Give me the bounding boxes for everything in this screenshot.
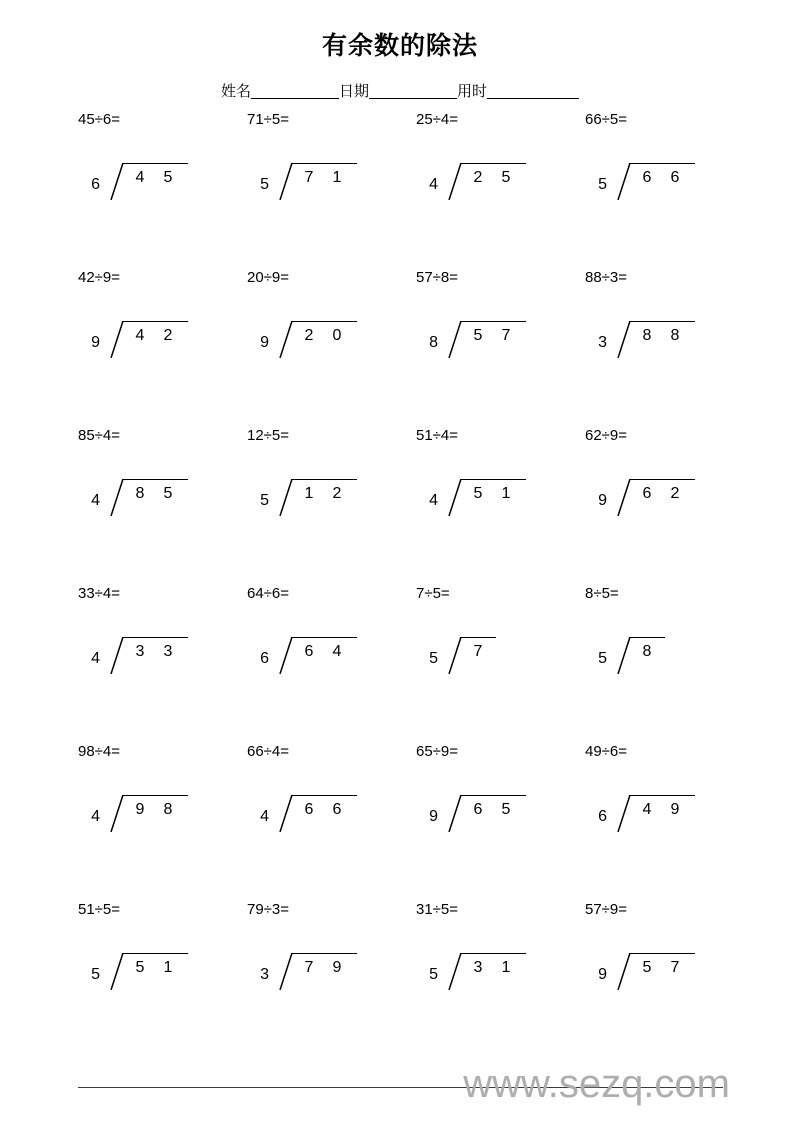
student-info-row xyxy=(0,84,800,99)
problem-equation: 85÷4= xyxy=(78,427,121,444)
problem-equation: 64÷6= xyxy=(247,585,290,602)
dividend-digit: 7 xyxy=(501,327,511,344)
dividend-digits xyxy=(633,960,689,976)
division-overbar xyxy=(629,321,695,322)
long-division-work[interactable] xyxy=(416,474,511,518)
long-division-work[interactable] xyxy=(78,316,173,360)
dividend-digit: 9 xyxy=(670,801,680,818)
division-slash-icon xyxy=(617,795,633,832)
division-overbar xyxy=(629,953,695,954)
division-overbar xyxy=(122,795,188,796)
division-overbar xyxy=(460,953,526,954)
dividend-digit: 6 xyxy=(642,485,652,502)
problem-grid xyxy=(78,112,758,1060)
division-overbar xyxy=(460,321,526,322)
dividend-digit: 3 xyxy=(473,959,483,976)
dividend-digit: 6 xyxy=(473,801,483,818)
dividend-digit: 4 xyxy=(135,169,145,186)
dividend-digit: 6 xyxy=(670,169,680,186)
dividend-digit: 1 xyxy=(501,959,511,976)
problem-cell xyxy=(78,586,247,744)
dividend-digits xyxy=(633,644,661,660)
dividend-digit: 2 xyxy=(332,485,342,502)
problem-cell xyxy=(416,744,585,902)
problem-row xyxy=(78,428,758,586)
dividend-digits xyxy=(295,644,351,660)
problem-cell xyxy=(416,586,585,744)
date-blank[interactable] xyxy=(369,85,457,99)
long-division-work[interactable] xyxy=(585,632,652,676)
long-division-work[interactable] xyxy=(416,158,511,202)
problem-cell xyxy=(585,744,754,902)
dividend-digit: 5 xyxy=(135,959,145,976)
divisor-value: 5 xyxy=(429,966,438,983)
long-division-work[interactable] xyxy=(585,948,680,992)
long-division-work[interactable] xyxy=(78,632,173,676)
long-division-work[interactable] xyxy=(78,790,173,834)
dividend-digits xyxy=(464,170,520,186)
problem-cell xyxy=(247,586,416,744)
dividend-digit: 1 xyxy=(501,485,511,502)
name-blank[interactable] xyxy=(251,85,339,99)
problem-equation: 65÷9= xyxy=(416,743,459,760)
divisor-value: 9 xyxy=(429,808,438,825)
dividend-digits xyxy=(464,644,492,660)
dividend-digit: 6 xyxy=(642,169,652,186)
problem-cell xyxy=(247,744,416,902)
divisor-value: 4 xyxy=(91,650,100,667)
problem-equation: 45÷6= xyxy=(78,111,121,128)
time-label: 用时 xyxy=(457,83,488,100)
division-slash-icon xyxy=(279,479,295,516)
division-slash-icon xyxy=(279,953,295,990)
division-slash-icon xyxy=(617,637,633,674)
dividend-digits xyxy=(295,802,351,818)
dividend-digits xyxy=(295,960,351,976)
dividend-digits xyxy=(126,170,182,186)
dividend-digit: 2 xyxy=(473,169,483,186)
divisor-value: 9 xyxy=(598,966,607,983)
division-slash-icon xyxy=(110,321,126,358)
long-division-work[interactable] xyxy=(247,948,342,992)
dividend-digit: 5 xyxy=(473,327,483,344)
division-overbar xyxy=(629,637,665,638)
long-division-work[interactable] xyxy=(585,316,680,360)
problem-equation: 33÷4= xyxy=(78,585,121,602)
long-division-work[interactable] xyxy=(416,632,483,676)
page-title: 有余数的除法 xyxy=(321,32,478,60)
dividend-digits xyxy=(633,802,689,818)
problem-row xyxy=(78,902,758,1060)
divisor-value: 4 xyxy=(260,808,269,825)
dividend-digit: 5 xyxy=(473,485,483,502)
problem-equation: 31÷5= xyxy=(416,901,459,918)
name-field xyxy=(221,84,339,99)
division-overbar xyxy=(629,163,695,164)
division-overbar xyxy=(122,637,188,638)
dividend-digit: 3 xyxy=(135,643,145,660)
division-slash-icon xyxy=(110,163,126,200)
problem-cell xyxy=(78,744,247,902)
dividend-digits xyxy=(126,328,182,344)
divisor-value: 9 xyxy=(598,492,607,509)
problem-cell xyxy=(585,270,754,428)
problem-equation: 71÷5= xyxy=(247,111,290,128)
division-slash-icon xyxy=(110,795,126,832)
dividend-digit: 1 xyxy=(163,959,173,976)
divisor-value: 4 xyxy=(429,492,438,509)
problem-equation: 25÷4= xyxy=(416,111,459,128)
dividend-digit: 4 xyxy=(332,643,342,660)
dividend-digits xyxy=(295,170,351,186)
problem-equation: 49÷6= xyxy=(585,743,628,760)
problem-row xyxy=(78,586,758,744)
problem-cell xyxy=(78,112,247,270)
dividend-digit: 4 xyxy=(135,327,145,344)
division-slash-icon xyxy=(448,163,464,200)
dividend-digit: 2 xyxy=(670,485,680,502)
divisor-value: 9 xyxy=(91,334,100,351)
long-division-work[interactable] xyxy=(585,158,680,202)
dividend-digits xyxy=(464,960,520,976)
site-watermark: www.sezq.com xyxy=(463,1062,730,1106)
division-overbar xyxy=(122,953,188,954)
dividend-digit: 6 xyxy=(332,801,342,818)
problem-cell xyxy=(585,902,754,1060)
dividend-digit: 5 xyxy=(163,169,173,186)
division-overbar xyxy=(122,163,188,164)
problem-cell xyxy=(585,428,754,586)
division-slash-icon xyxy=(617,953,633,990)
page-footer xyxy=(0,1062,800,1128)
dividend-digit: 8 xyxy=(642,327,652,344)
dividend-digits xyxy=(633,170,689,186)
dividend-digit: 5 xyxy=(163,485,173,502)
divisor-value: 5 xyxy=(260,492,269,509)
long-division-work[interactable] xyxy=(247,474,342,518)
division-slash-icon xyxy=(279,163,295,200)
problem-cell xyxy=(247,112,416,270)
division-slash-icon xyxy=(448,479,464,516)
dividend-digit: 8 xyxy=(642,643,652,660)
problem-cell xyxy=(585,112,754,270)
problem-equation: 79÷3= xyxy=(247,901,290,918)
problem-equation: 66÷4= xyxy=(247,743,290,760)
divisor-value: 3 xyxy=(598,334,607,351)
problem-equation: 62÷9= xyxy=(585,427,628,444)
division-overbar xyxy=(291,163,357,164)
dividend-digits xyxy=(126,802,182,818)
problem-equation: 42÷9= xyxy=(78,269,121,286)
dividend-digit: 0 xyxy=(332,327,342,344)
division-slash-icon xyxy=(110,953,126,990)
dividend-digit: 2 xyxy=(163,327,173,344)
problem-equation: 57÷9= xyxy=(585,901,628,918)
problem-equation: 51÷4= xyxy=(416,427,459,444)
name-label: 姓名 xyxy=(220,83,251,100)
date-label: 日期 xyxy=(338,83,369,100)
dividend-digit: 8 xyxy=(670,327,680,344)
dividend-digits xyxy=(464,328,520,344)
dividend-digits xyxy=(464,802,520,818)
dividend-digit: 6 xyxy=(304,643,314,660)
dividend-digit: 3 xyxy=(163,643,173,660)
divisor-value: 5 xyxy=(260,176,269,193)
divisor-value: 6 xyxy=(260,650,269,667)
dividend-digit: 7 xyxy=(304,959,314,976)
division-overbar xyxy=(291,953,357,954)
long-division-work[interactable] xyxy=(78,948,173,992)
problem-cell xyxy=(416,902,585,1060)
problem-row xyxy=(78,744,758,902)
dividend-digit: 9 xyxy=(135,801,145,818)
divisor-value: 5 xyxy=(429,650,438,667)
divisor-value: 9 xyxy=(260,334,269,351)
problem-cell xyxy=(416,428,585,586)
problem-cell xyxy=(416,112,585,270)
date-field xyxy=(339,84,457,99)
dividend-digit: 5 xyxy=(501,169,511,186)
dividend-digit: 8 xyxy=(135,485,145,502)
division-overbar xyxy=(460,795,526,796)
divisor-value: 5 xyxy=(598,650,607,667)
division-overbar xyxy=(460,163,526,164)
long-division-work[interactable] xyxy=(247,158,342,202)
problem-cell xyxy=(78,270,247,428)
division-slash-icon xyxy=(617,163,633,200)
problem-cell xyxy=(247,270,416,428)
division-overbar xyxy=(629,795,695,796)
dividend-digits xyxy=(633,486,689,502)
long-division-work[interactable] xyxy=(247,632,342,676)
problem-cell xyxy=(247,428,416,586)
problem-equation: 57÷8= xyxy=(416,269,459,286)
division-overbar xyxy=(122,321,188,322)
division-overbar xyxy=(460,637,496,638)
division-slash-icon xyxy=(448,637,464,674)
problem-cell xyxy=(78,428,247,586)
division-slash-icon xyxy=(617,321,633,358)
problem-cell xyxy=(247,902,416,1060)
divisor-value: 5 xyxy=(598,176,607,193)
problem-row xyxy=(78,270,758,428)
long-division-work[interactable] xyxy=(416,790,511,834)
dividend-digit: 7 xyxy=(304,169,314,186)
time-blank[interactable] xyxy=(487,85,579,99)
division-slash-icon xyxy=(279,795,295,832)
dividend-digits xyxy=(295,486,351,502)
time-field xyxy=(457,84,579,99)
problem-cell xyxy=(585,586,754,744)
dividend-digit: 8 xyxy=(163,801,173,818)
problem-equation: 51÷5= xyxy=(78,901,121,918)
long-division-work[interactable] xyxy=(78,158,173,202)
division-overbar xyxy=(460,479,526,480)
divisor-value: 4 xyxy=(91,808,100,825)
division-slash-icon xyxy=(448,795,464,832)
long-division-work[interactable] xyxy=(416,948,511,992)
divisor-value: 4 xyxy=(91,492,100,509)
division-slash-icon xyxy=(279,637,295,674)
division-slash-icon xyxy=(617,479,633,516)
division-slash-icon xyxy=(279,321,295,358)
dividend-digits xyxy=(295,328,351,344)
long-division-work[interactable] xyxy=(585,790,680,834)
divisor-value: 3 xyxy=(260,966,269,983)
dividend-digit: 5 xyxy=(642,959,652,976)
division-overbar xyxy=(122,479,188,480)
problem-equation: 12÷5= xyxy=(247,427,290,444)
divisor-value: 4 xyxy=(429,176,438,193)
problem-equation: 8÷5= xyxy=(585,585,619,602)
division-slash-icon xyxy=(448,321,464,358)
division-slash-icon xyxy=(110,637,126,674)
problem-equation: 7÷5= xyxy=(416,585,450,602)
division-overbar xyxy=(291,637,357,638)
division-slash-icon xyxy=(448,953,464,990)
division-overbar xyxy=(291,479,357,480)
division-overbar xyxy=(291,321,357,322)
long-division-work[interactable] xyxy=(247,316,342,360)
problem-cell xyxy=(78,902,247,1060)
problem-equation: 88÷3= xyxy=(585,269,628,286)
problem-cell xyxy=(416,270,585,428)
dividend-digits xyxy=(126,644,182,660)
long-division-work[interactable] xyxy=(585,474,680,518)
problem-equation: 66÷5= xyxy=(585,111,628,128)
divisor-value: 6 xyxy=(598,808,607,825)
dividend-digit: 7 xyxy=(473,643,483,660)
dividend-digits xyxy=(633,328,689,344)
dividend-digit: 6 xyxy=(304,801,314,818)
dividend-digit: 4 xyxy=(642,801,652,818)
dividend-digit: 1 xyxy=(332,169,342,186)
long-division-work[interactable] xyxy=(247,790,342,834)
long-division-work[interactable] xyxy=(78,474,173,518)
dividend-digit: 2 xyxy=(304,327,314,344)
division-overbar xyxy=(629,479,695,480)
dividend-digit: 7 xyxy=(670,959,680,976)
divisor-value: 8 xyxy=(429,334,438,351)
dividend-digit: 9 xyxy=(332,959,342,976)
dividend-digits xyxy=(126,486,182,502)
division-slash-icon xyxy=(110,479,126,516)
divisor-value: 6 xyxy=(91,176,100,193)
dividend-digits xyxy=(126,960,182,976)
long-division-work[interactable] xyxy=(416,316,511,360)
dividend-digits xyxy=(464,486,520,502)
divisor-value: 5 xyxy=(91,966,100,983)
dividend-digit: 1 xyxy=(304,485,314,502)
division-overbar xyxy=(291,795,357,796)
problem-equation: 98÷4= xyxy=(78,743,121,760)
problem-row xyxy=(78,112,758,270)
problem-equation: 20÷9= xyxy=(247,269,290,286)
dividend-digit: 5 xyxy=(501,801,511,818)
